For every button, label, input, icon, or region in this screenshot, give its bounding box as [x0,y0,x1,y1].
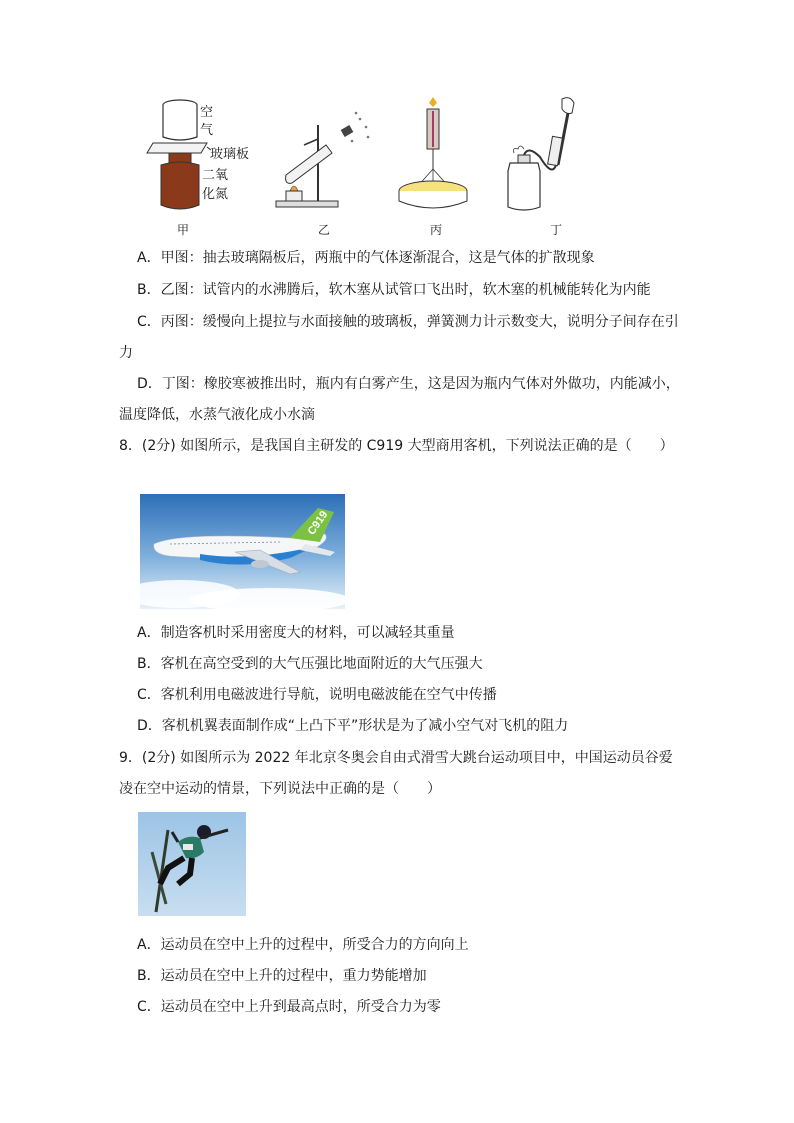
q9-option-c: C．运动员在空中上升到最高点时，所受合力为零 [137,999,441,1015]
q8-option-c: C．客机利用电磁波进行导航，说明电磁波能在空气中传播 [137,687,497,703]
q7-option-d: D．丁图：橡胶寒被推出时，瓶内有白雾产生，这是因为瓶内气体对外做功，内能减小， [137,376,680,392]
label-no2-2: 化氮 [202,187,229,202]
q9-option-b: B．运动员在空中上升的过程中，重力势能增加 [137,968,427,984]
q8-stem: 8．(2分) 如图所示，是我国自主研发的 C919 大型商用客机，下列说法正确的是（ ） [119,438,674,454]
label-air-2: 气 [200,123,214,138]
caption-yi: 乙 [318,223,331,237]
q7-option-c: C．丙图：缓慢向上提拉与水面接触的玻璃板，弹簧测力计示数变大，说明分子间存在引 [137,314,679,330]
q7-option-b: B．乙图：试管内的水沸腾后，软木塞从试管口飞出时，软木塞的机械能转化为内能 [137,282,651,298]
bottle-pump-illustration [500,95,590,220]
q8-option-b: B．客机在高空受到的大气压强比地面附近的大气压强大 [137,656,483,672]
label-no2-1: 二氧 [202,168,229,183]
freestyle-skier-photo [138,812,246,916]
q9-option-a: A．运动员在空中上升的过程中，所受合力的方向向上 [137,937,469,953]
plane-tail-text: C919 [305,508,331,538]
caption-jia: 甲 [177,223,190,237]
q7-figure [140,95,680,240]
q8-option-d: D．客机机翼表面制作成“上凸下平”形状是为了减小空气对飞机的阻力 [137,718,569,734]
q9-stem-line2: 凌在空中运动的情景，下列说法中正确的是（ ） [119,781,441,797]
label-glass-plate: 玻璃板 [210,147,250,162]
q9-stem-line1: 9．(2分) 如图所示为 2022 年北京冬奥会自由式滑雪大跳台运动项目中，中国运动员谷爱 [119,750,673,766]
q7-option-a: A．甲图：抽去玻璃隔板后，两瓶中的气体逐渐混合，这是气体的扩散现象 [137,250,595,266]
caption-bing: 丙 [430,223,443,237]
label-air-1: 空 [200,105,214,120]
c919-airplane-photo [140,494,345,609]
q8-option-a: A．制造客机时采用密度大的材料，可以减轻其重量 [137,625,455,641]
caption-ding: 丁 [550,223,563,237]
spring-scale-illustration [395,95,475,220]
test-tube-cork-illustration [268,105,378,215]
q7-option-d-cont: 温度降低，水蒸气液化成小水滴 [119,407,315,423]
q7-option-c-cont: 力 [119,345,133,361]
